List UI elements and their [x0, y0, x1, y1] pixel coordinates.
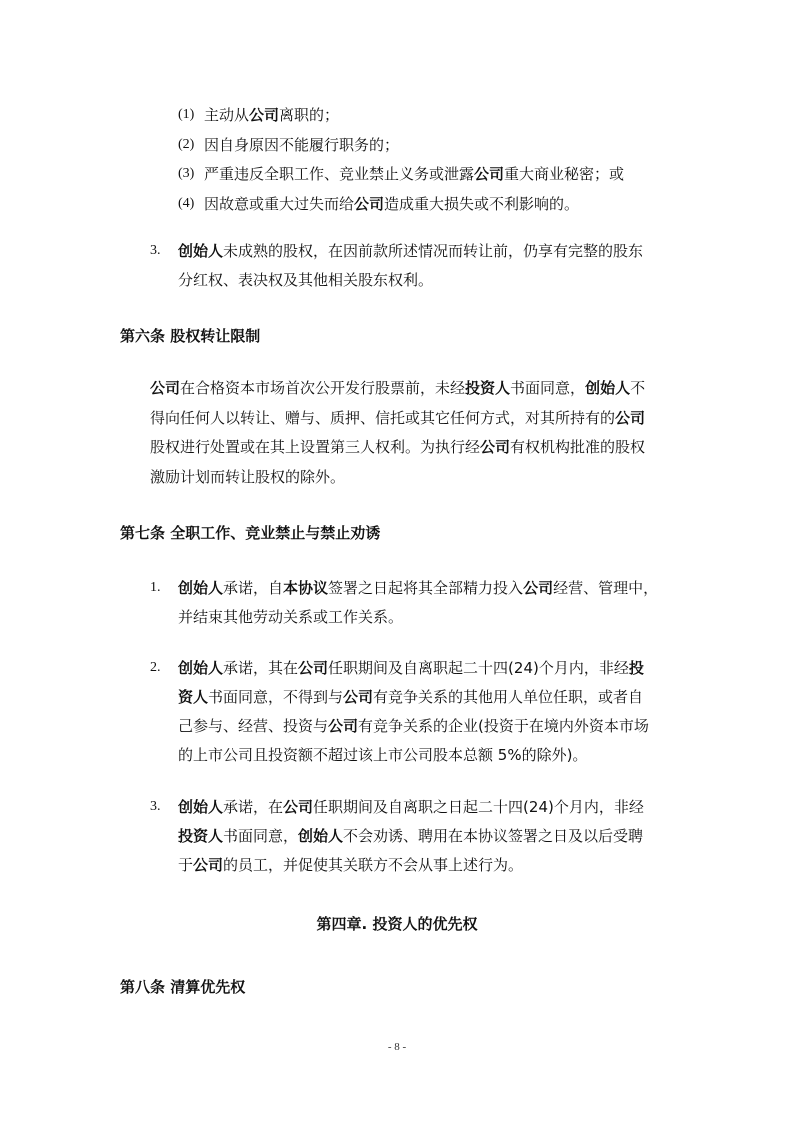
art7-item1-line-2 [178, 607, 403, 627]
art6-line-2 [150, 408, 645, 428]
text-run: 签署之日起将其全部精力投入 [328, 579, 524, 597]
chapter-title: 第四章. 投资人的优先权 [316, 915, 478, 933]
text-run: 任职期间及自离职之日起二十四(24)个月内，非经 [313, 798, 644, 816]
art6-line-4 [150, 467, 345, 487]
text-run: 未成熟的股权，在因前款所述情况而转让前，仍享有完整的股东 [223, 242, 644, 260]
bold-term: 公司 [343, 688, 374, 706]
art7-item2-line-4 [178, 745, 587, 765]
art6-line-1 [150, 378, 645, 398]
list1-num-1: (1) [178, 107, 195, 122]
text-run: 重大商业秘密；或 [504, 165, 625, 183]
bold-term: 创始人 [585, 379, 631, 397]
text-run: 因故意或重大过失而给 [204, 195, 355, 213]
text-run: 得向任何人以转让、赠与、质押、信托或其它任何方式，对其所持有的 [150, 409, 616, 427]
item3-line-1 [178, 241, 643, 261]
art7-item2-line-3 [178, 716, 649, 736]
art7-item3-num: 3. [150, 799, 161, 814]
text-run: 的上市公司且投资额不超过该上市公司股本总额 5%的除外)。 [178, 746, 588, 764]
bold-term: 公司 [328, 717, 359, 735]
text-run: 在合格资本市场首次公开发行股票前，未经 [180, 379, 466, 397]
list1-num-4: (4) [178, 196, 195, 211]
list1-text-4 [204, 194, 579, 214]
text-run: 书面同意， [223, 827, 299, 845]
text-run: 任职期间及自离职起二十四(24)个月内，非经 [328, 659, 629, 677]
text-run: 书面同意，不得到与 [208, 688, 344, 706]
bold-term: 资人 [178, 688, 209, 706]
bold-term: 公司 [354, 195, 385, 213]
text-run: 于 [178, 856, 194, 874]
text-run: 有权机构批准的股权 [510, 438, 646, 456]
bold-term: 公司 [150, 379, 181, 397]
text-run: 己参与、经营、投资与 [178, 717, 329, 735]
text-run: 离职的； [279, 106, 340, 124]
text-run: 的员工，并促使其关联方不会从事上述行为。 [223, 856, 524, 874]
art7-item2-num: 2. [150, 660, 161, 675]
bold-term: 创始人 [178, 242, 224, 260]
text-run: 有竞争关系的其他用人单位任职，或者自 [373, 688, 644, 706]
bold-term: 投资人 [178, 827, 224, 845]
text-run: 造成重大损失或不利影响的。 [384, 195, 580, 213]
bold-term: 公司 [480, 438, 511, 456]
text-run: 书面同意， [510, 379, 586, 397]
art6-line-3 [150, 437, 645, 457]
text-run: 股权进行处置或在其上设置第三人权利。为执行经 [150, 438, 481, 456]
art7-item1-line-1 [178, 578, 658, 598]
text-run: 承诺，在 [223, 798, 284, 816]
item3-num: 3. [150, 243, 161, 258]
text-run: 主动从 [204, 106, 250, 124]
bold-term: 公司 [283, 798, 314, 816]
bold-term: 公司 [615, 409, 646, 427]
bold-term: 创始人 [178, 579, 224, 597]
bold-term: 公司 [523, 579, 554, 597]
page-number: - 8 - [387, 1041, 407, 1053]
bold-term: 公司 [298, 659, 329, 677]
text-run: 不会劝诱、聘用在本协议签署之日及以后受聘 [343, 827, 644, 845]
art7-item1-num: 1. [150, 580, 161, 595]
art7-item2-line-2 [178, 687, 643, 707]
text-run: 分红权、表决权及其他相关股东权利。 [178, 271, 434, 289]
bold-term: 本协议 [283, 579, 329, 597]
text-run: 因自身原因不能履行职务的； [204, 136, 400, 154]
bold-term: 创始人 [298, 827, 344, 845]
text-run: 承诺，其在 [223, 659, 299, 677]
bold-term: 公司 [474, 165, 505, 183]
bold-term: 投资人 [465, 379, 511, 397]
bold-term: 公司 [193, 856, 224, 874]
text-run: 并结束其他劳动关系或工作关系。 [178, 608, 404, 626]
list1-num-2: (2) [178, 137, 195, 152]
art7-item3-line-1 [178, 797, 644, 817]
art7-item3-line-3 [178, 855, 523, 875]
text-run: 经营、管理中， [553, 579, 659, 597]
art7-heading: 第七条 全职工作、竞业禁止与禁止劝诱 [120, 524, 381, 542]
art7-item3-line-2 [178, 826, 643, 846]
list1-text-1 [204, 105, 339, 125]
list1-num-3: (3) [178, 166, 195, 181]
bold-term: 创始人 [178, 798, 224, 816]
item3-line-2 [178, 270, 433, 290]
art6-heading: 第六条 股权转让限制 [120, 327, 261, 345]
text-run: 严重违反全职工作、竞业禁止义务或泄露 [204, 165, 475, 183]
list1-text-2 [204, 135, 399, 155]
text-run: 激励计划而转让股权的除外。 [150, 468, 346, 486]
bold-term: 创始人 [178, 659, 224, 677]
bold-term: 投 [628, 659, 644, 677]
art8-heading: 第八条 清算优先权 [120, 978, 246, 996]
bold-term: 公司 [249, 106, 280, 124]
text-run: 不 [630, 379, 646, 397]
text-run: 有竞争关系的企业(投资于在境内外资本市场 [358, 717, 649, 735]
text-run: 承诺，自 [223, 579, 284, 597]
list1-text-3 [204, 164, 624, 184]
art7-item2-line-1 [178, 658, 644, 678]
